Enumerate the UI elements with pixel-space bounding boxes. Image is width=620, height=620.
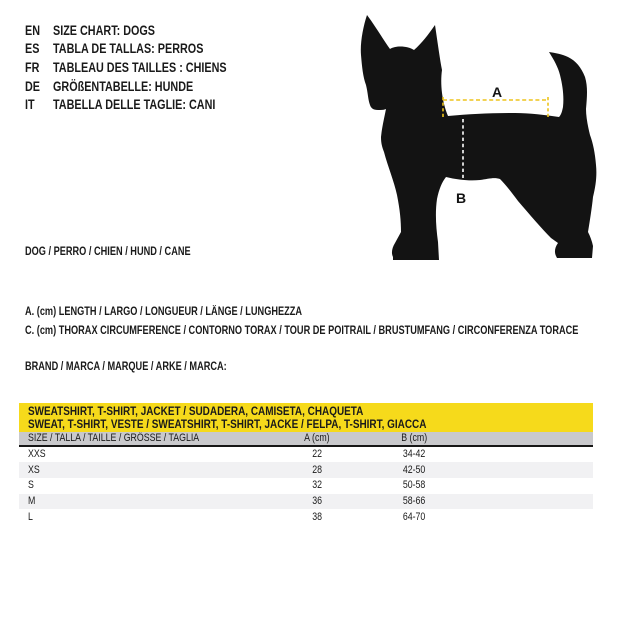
lang-code: EN — [25, 22, 41, 38]
dog-silhouette-icon — [330, 5, 620, 270]
a-cm-value: 38 — [312, 510, 322, 523]
b-cm-value: 34-42 — [402, 447, 426, 460]
marker-b-label: B — [455, 190, 467, 206]
size-value: M — [28, 494, 36, 507]
b-cm-value: 50-58 — [402, 479, 426, 492]
lang-title: SIZE CHART: DOGS — [53, 22, 156, 38]
banner-line-1: SWEATSHIRT, T-SHIRT, JACKET / SUDADERA, CAMISETA, CHAQUETA — [28, 403, 364, 418]
size-value: L — [28, 510, 33, 523]
size-value: XXS — [28, 447, 46, 460]
b-cm-value: 64-70 — [402, 510, 426, 523]
a-cm-value: 32 — [312, 479, 322, 492]
lang-code: DE — [25, 78, 41, 94]
language-title-block — [25, 21, 270, 114]
lang-row-de — [25, 77, 270, 96]
table-row-xs — [19, 462, 593, 478]
col-header-b-cm: B (cm) — [401, 431, 427, 444]
lang-title: TABLEAU DES TAILLES : CHIENS — [53, 59, 227, 75]
table-row-m — [19, 494, 593, 510]
lang-title: TABLA DE TALLAS: PERROS — [53, 41, 204, 57]
a-cm-value: 28 — [312, 463, 322, 476]
dog-measurement-figure — [330, 5, 620, 270]
size-value: S — [28, 479, 34, 492]
dog-translations-line: DOG / PERRO / CHIEN / HUND / CANE — [25, 246, 191, 258]
table-header-row — [19, 432, 593, 447]
lang-row-en — [25, 21, 270, 40]
col-header-a-cm: A (cm) — [304, 431, 330, 444]
thorax-legend-line: C. (cm) THORAX CIRCUMFERENCE / CONTORNO TORAX / TOUR DE POITRAIL / BRUSTUMFANG / CIRCONFERENZA TORACE — [25, 325, 579, 337]
b-cm-value: 42-50 — [402, 463, 426, 476]
a-cm-value: 22 — [312, 447, 322, 460]
lang-row-fr — [25, 58, 270, 77]
banner-line-2: SWEAT, T-SHIRT, VESTE / SWEATSHIRT, T-SHIRT, JACKE / FELPA, T-SHIRT, GIACCA — [28, 416, 427, 431]
b-cm-value: 58-66 — [402, 494, 426, 507]
table-row-l — [19, 509, 593, 525]
lang-title: GRÖßENTABELLE: HUNDE — [53, 78, 194, 94]
table-row-s — [19, 478, 593, 494]
lang-title: TABELLA DELLE TAGLIE: CANI — [53, 97, 216, 113]
size-table — [19, 403, 593, 525]
lang-code: FR — [25, 59, 40, 75]
dog-body-shape — [361, 15, 597, 260]
length-legend-line: A. (cm) LENGTH / LARGO / LONGUEUR / LÄNGE / LUNGHEZZA — [25, 306, 303, 318]
a-cm-value: 36 — [312, 494, 322, 507]
lang-row-it — [25, 95, 270, 114]
col-header-size: SIZE / TALLA / TAILLE / GRÖSSE / TAGLIA — [28, 431, 200, 444]
brand-line: BRAND / MARCA / MARQUE / ARKE / MARCA: — [25, 361, 227, 373]
lang-row-es — [25, 40, 270, 59]
table-row-xxs — [19, 447, 593, 463]
marker-a-label: A — [491, 84, 503, 100]
lang-code: ES — [25, 41, 40, 57]
size-value: XS — [28, 463, 40, 476]
lang-code: IT — [25, 97, 35, 113]
measurement-legend — [25, 303, 620, 341]
table-body — [19, 447, 593, 525]
garment-type-banner — [19, 403, 593, 432]
